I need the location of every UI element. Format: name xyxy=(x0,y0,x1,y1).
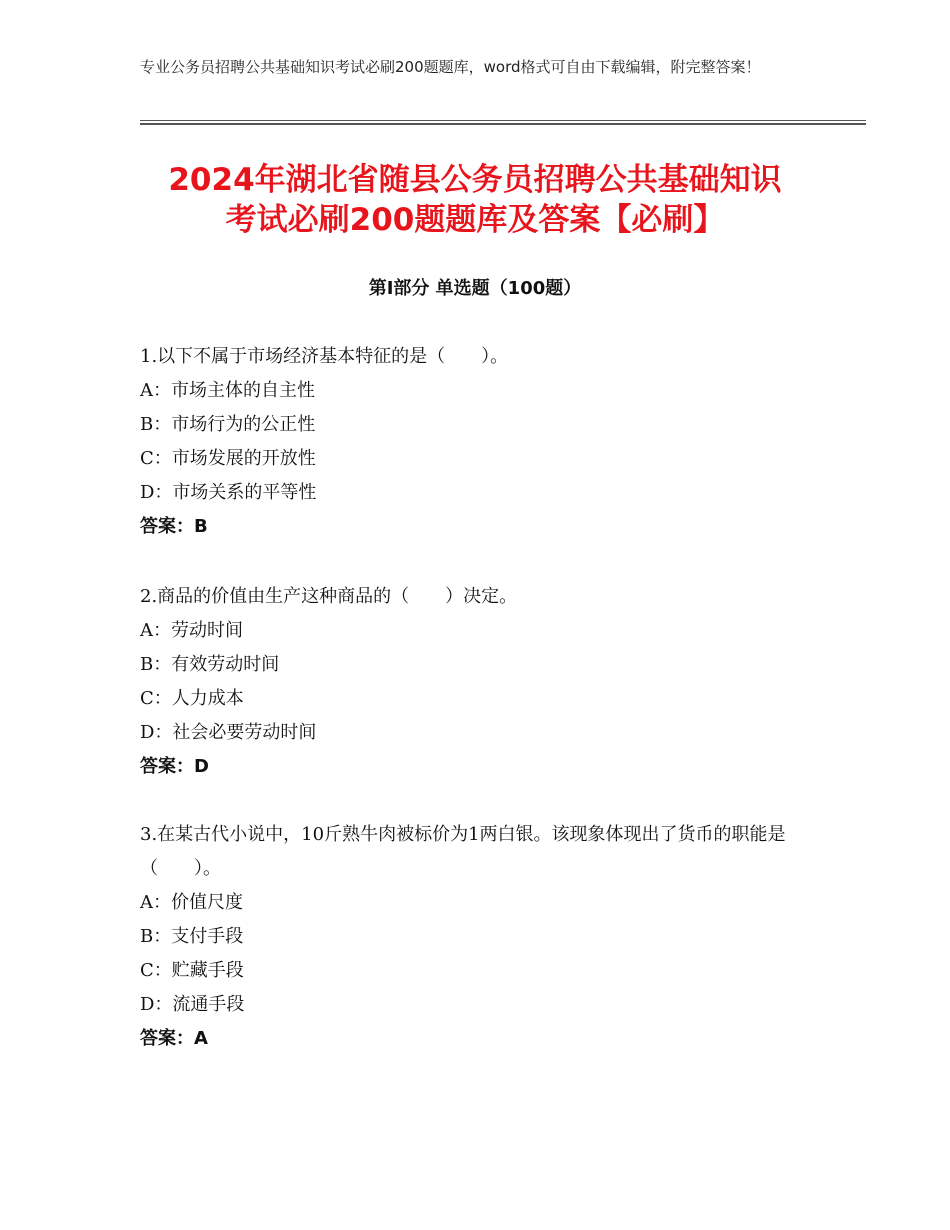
document-title-line-2: 考试必刷200题题库及答案【必刷】 xyxy=(225,202,725,238)
option-b: B：有效劳动时间 xyxy=(140,654,280,675)
question-2 xyxy=(140,580,820,784)
answer: 答案：D xyxy=(140,756,209,777)
option-d: D：社会必要劳动时间 xyxy=(140,722,317,743)
answer: 答案：B xyxy=(140,516,208,537)
option-a: A：价值尺度 xyxy=(140,892,243,913)
question-3 xyxy=(140,818,820,1056)
header-note: 专业公务员招聘公共基础知识考试必刷200题题库，word格式可自由下载编辑，附完整答案！ xyxy=(140,58,761,76)
option-c: C：人力成本 xyxy=(140,688,244,709)
answer: 答案：A xyxy=(140,1028,208,1049)
question-stem: 2.商品的价值由生产这种商品的（ ）决定。 xyxy=(140,586,518,607)
option-a: A：市场主体的自主性 xyxy=(140,380,315,401)
header-divider xyxy=(140,120,866,125)
section-title: 第I部分 单选题（100题） xyxy=(368,278,582,299)
question-1 xyxy=(140,340,820,544)
document-title xyxy=(60,160,890,240)
option-d: D：市场关系的平等性 xyxy=(140,482,317,503)
option-a: A：劳动时间 xyxy=(140,620,243,641)
question-stem: 3.在某古代小说中，10斤熟牛肉被标价为1两白银。该现象体现出了货币的职能是（ ）。 xyxy=(140,824,786,879)
option-c: C：贮藏手段 xyxy=(140,960,244,981)
question-stem: 1.以下不属于市场经济基本特征的是（ ）。 xyxy=(140,346,509,367)
option-d: D：流通手段 xyxy=(140,994,245,1015)
option-b: B：市场行为的公正性 xyxy=(140,414,316,435)
option-c: C：市场发展的开放性 xyxy=(140,448,316,469)
document-title-line-1: 2024年湖北省随县公务员招聘公共基础知识 xyxy=(168,162,782,198)
option-b: B：支付手段 xyxy=(140,926,244,947)
